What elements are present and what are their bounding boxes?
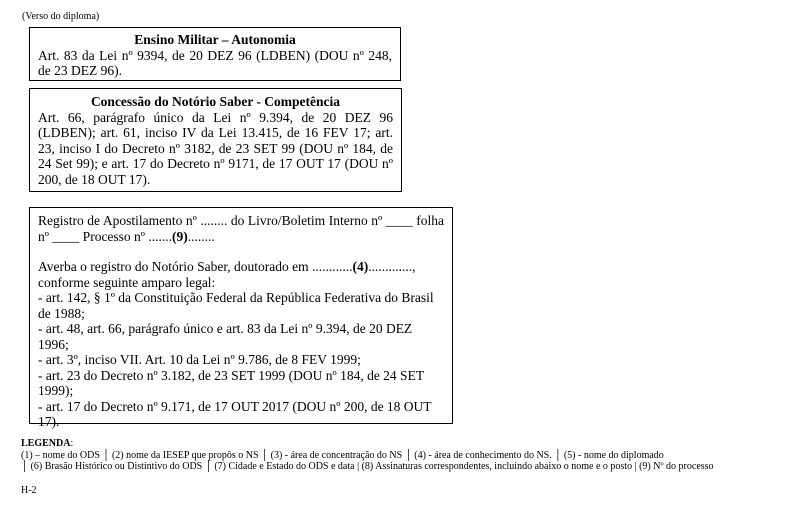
notorio-saber-title: Concessão do Notório Saber - Competência — [90, 94, 341, 109]
amparo-item: - art. 48, art. 66, parágrafo único e art. 83 da Lei nº 9.394, de 20 DEZ 1996; — [38, 321, 413, 352]
ensino-militar-text: Art. 83 da Lei nº 9394, de 20 DEZ 96 (LDBEN) (DOU nº 248, de 23 DEZ 96). — [38, 47, 392, 78]
ensino-militar-title: Ensino Militar – Autonomia — [134, 32, 296, 47]
page-footer: H-2 — [21, 485, 37, 496]
ensino-militar-box — [29, 27, 401, 81]
amparo-item: - art. 142, § 1º da Constituição Federal da República Federativa do Brasil de 1988; — [38, 290, 434, 321]
amparo-item: - art. 17 do Decreto nº 9.171, de 17 OUT 2017 (DOU nº 200, de 18 OUT 17). — [38, 398, 432, 429]
averba-line2: conforme seguinte amparo legal: — [38, 274, 216, 290]
legend-title-suffix: : — [70, 438, 74, 449]
notorio-saber-box — [29, 88, 402, 192]
legend-line: (1) – nome do ODS │ (2) nome da IESEP que propôs o NS │ (3) - área de concentração do NS │ (4) - área de conhecimento do NS. │ (5) - nome do diplomado — [21, 449, 664, 461]
legend-heading — [21, 438, 769, 450]
averba-marker: (4) — [352, 259, 369, 274]
registro-text — [38, 213, 444, 244]
registro-box — [29, 207, 453, 429]
registro-suffix: ........ — [187, 228, 215, 244]
page-caption: (Verso do diploma) — [22, 11, 100, 22]
amparo-item: - art. 3º, inciso VII. Art. 10 da Lei nº 9.786, de 8 FEV 1999; — [38, 352, 361, 367]
registro-marker: (9) — [172, 228, 188, 244]
averba-prefix: Averba o registro do Notório Saber, doutorado em ............ — [38, 259, 353, 274]
amparo-item: - art. 23 do Decreto nº 3.182, de 23 SET 1999 (DOU nº 184, de 24 SET 1999); — [38, 367, 424, 398]
legend-line: │ (6) Brasão Histórico ou Distintivo do ODS │ (7) Cidade e Estado do ODS e data | (8) Assinaturas correspondentes, incluindo abaixo o nome e o posto | (9) Nº do processo — [21, 461, 714, 472]
legend-title: LEGENDA — [21, 438, 71, 449]
averba-suffix: ............., — [368, 259, 416, 274]
notorio-saber-text: Art. 66, parágrafo único da Lei nº 9.394, de 20 DEZ 96 (LDBEN); art. 61, inciso IV da Lei 13.415, de 16 FEV 17; art. 23, inciso I do Decreto nº 3182, de 23 SET 99 (DOU nº 184, de 24 Set 99); e art. 17 do Decreto nº 9171, de 17 OUT 17 (DOU nº 200, de 18 OUT 17). — [38, 109, 393, 187]
averba-text — [38, 259, 444, 275]
registro-prefix: Registro de Apostilamento nº ........ do Livro/Boletim Interno nº ____ folha nº ____ Processo nº ....... — [38, 213, 444, 244]
legend — [21, 438, 769, 473]
